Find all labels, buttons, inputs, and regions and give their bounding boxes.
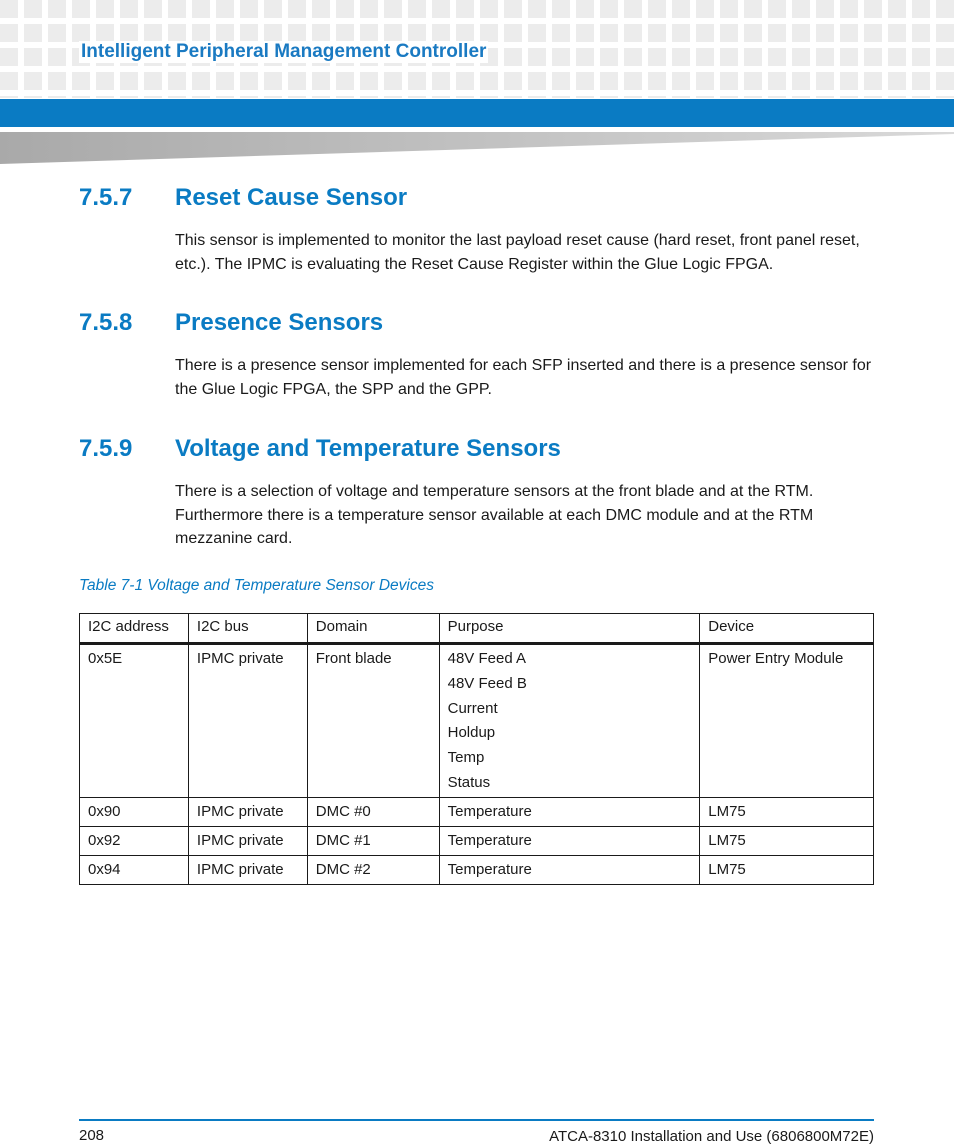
section-title: Reset Cause Sensor — [175, 184, 408, 211]
column-header: Purpose — [439, 614, 700, 644]
cell-address: 0x92 — [80, 826, 189, 855]
cell-bus: IPMC private — [188, 797, 307, 826]
cell-address: 0x90 — [80, 797, 189, 826]
footer-document-title: ATCA-8310 Installation and Use (6806800M72E) — [549, 1128, 874, 1145]
table-header-row — [80, 614, 874, 644]
section-number: 7.5.9 — [79, 435, 133, 462]
footer-rule — [79, 1119, 874, 1121]
section-title: Presence Sensors — [175, 309, 384, 336]
cell-device: LM75 — [700, 797, 874, 826]
running-header-title: Intelligent Peripheral Management Controller — [81, 41, 487, 62]
paragraph-voltage-temp: There is a selection of voltage and temperature sensors at the front blade and at the RTM. Furthermore there is a temperature sensor available at each DMC module and at the RTM mezzanine card. — [175, 483, 814, 547]
table-caption: Table 7-1 Voltage and Temperature Sensor Devices — [79, 577, 434, 594]
section-number: 7.5.7 — [79, 184, 133, 211]
table-row — [80, 797, 874, 826]
table-row — [80, 644, 874, 798]
cell-device: LM75 — [700, 826, 874, 855]
header-gray-wedge — [0, 132, 954, 164]
cell-purpose: Temperature — [439, 855, 700, 884]
section-number: 7.5.8 — [79, 309, 133, 336]
column-header: I2C bus — [188, 614, 307, 644]
purpose-item: Status — [447, 773, 491, 791]
cell-purpose: Temperature — [439, 826, 700, 855]
cell-domain: DMC #0 — [307, 797, 439, 826]
column-header: I2C address — [80, 614, 189, 644]
purpose-item: 48V Feed B — [447, 674, 527, 692]
section-heading-reset-cause — [79, 184, 407, 212]
cell-domain: DMC #2 — [307, 855, 439, 884]
cell-purpose: Temperature — [439, 797, 700, 826]
table-row — [80, 826, 874, 855]
table-row — [80, 855, 874, 884]
cell-device: Power Entry Module — [700, 644, 874, 798]
column-header: Domain — [307, 614, 439, 644]
section-heading-presence — [79, 309, 383, 337]
section-heading-voltage-temp — [79, 435, 561, 463]
cell-bus: IPMC private — [188, 855, 307, 884]
cell-purpose — [439, 644, 700, 798]
purpose-item: 48V Feed A — [447, 650, 527, 667]
cell-domain: Front blade — [307, 644, 439, 798]
purpose-item: Temp — [447, 749, 485, 767]
paragraph-reset-cause: This sensor is implemented to monitor the last payload reset cause (hard reset, front panel reset, etc.). The IPMC is evaluating the Reset Cause Register within the Glue Logic FPGA. — [175, 232, 860, 273]
column-header: Device — [700, 614, 874, 644]
cell-device: LM75 — [700, 855, 874, 884]
paragraph-presence: There is a presence sensor implemented for each SFP inserted and there is a presence sensor for the Glue Logic FPGA, the SPP and the GPP. — [175, 357, 872, 398]
purpose-item: Holdup — [447, 724, 496, 742]
cell-bus: IPMC private — [188, 644, 307, 798]
cell-domain: DMC #1 — [307, 826, 439, 855]
cell-address: 0x94 — [80, 855, 189, 884]
purpose-item: Current — [447, 699, 498, 717]
section-title: Voltage and Temperature Sensors — [175, 435, 561, 462]
cell-address: 0x5E — [80, 644, 189, 798]
page-number: 208 — [79, 1127, 105, 1144]
cell-bus: IPMC private — [188, 826, 307, 855]
header-blue-bar — [0, 99, 954, 127]
sensor-devices-table — [79, 613, 874, 885]
